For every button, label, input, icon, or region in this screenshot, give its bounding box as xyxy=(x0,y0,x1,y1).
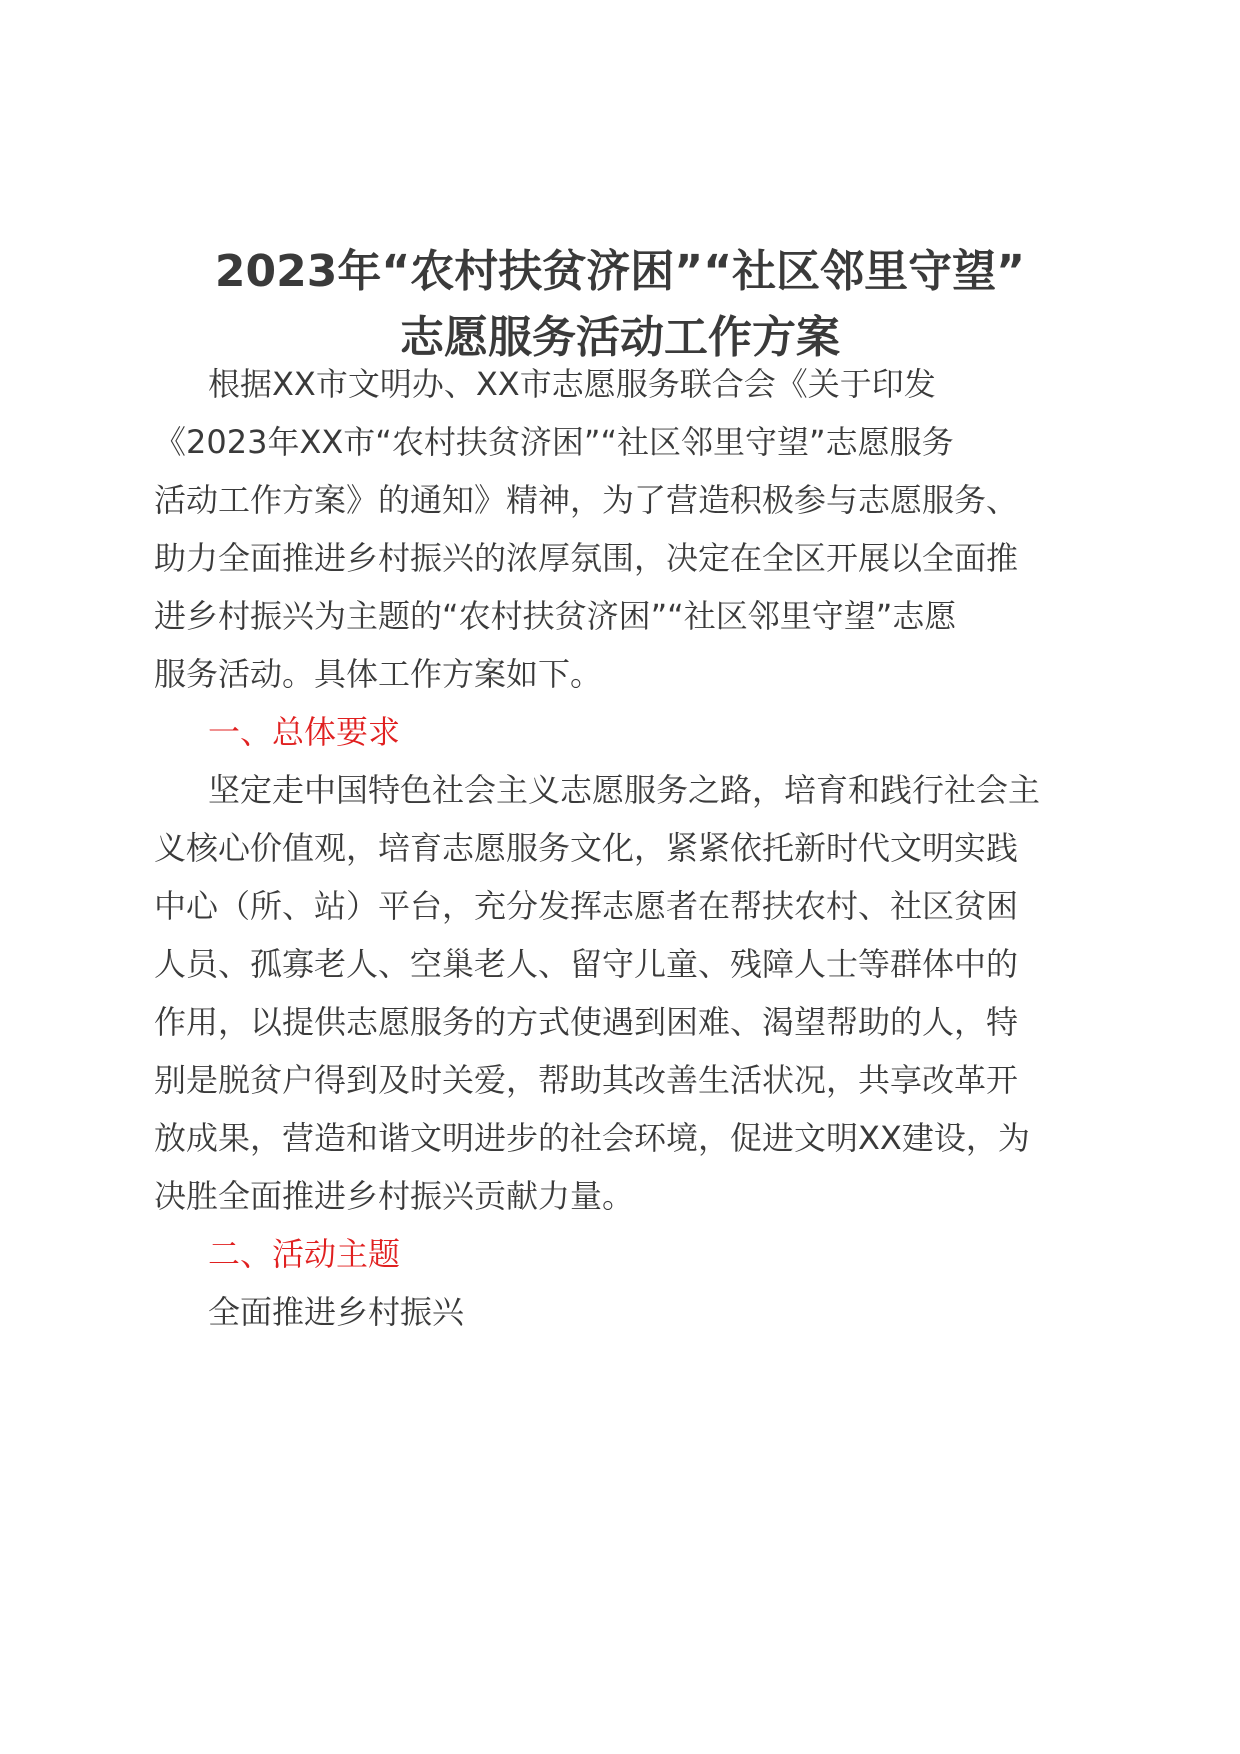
intro-line-2: 《2023年XX市“农村扶贫济困”“社区邻里守望”志愿服务 xyxy=(154,423,954,461)
section-1-line-7: 放成果，营造和谐文明进步的社会环境，促进文明XX建设，为 xyxy=(154,1119,1030,1157)
section-1-line-5: 作用，以提供志愿服务的方式使遇到困难、渴望帮助的人，特 xyxy=(154,1003,1019,1041)
section-1-line-8: 决胜全面推进乡村振兴贡献力量。 xyxy=(154,1177,635,1215)
section-1-line-3: 中心（所、站）平台，充分发挥志愿者在帮扶农村、社区贫困 xyxy=(154,887,1019,925)
document-title-line-2: 志愿服务活动工作方案 xyxy=(400,312,840,363)
section-1-heading: 一、总体要求 xyxy=(208,713,401,751)
section-1-line-1: 坚定走中国特色社会主义志愿服务之路，培育和践行社会主 xyxy=(208,771,1041,809)
section-2-heading: 二、活动主题 xyxy=(208,1235,401,1273)
intro-line-1: 根据XX市文明办、XX市志愿服务联合会《关于印发 xyxy=(208,365,936,403)
document-title-line-1: 2023年“农村扶贫济困”“社区邻里守望” xyxy=(214,246,1026,297)
section-2-line-1: 全面推进乡村振兴 xyxy=(208,1293,465,1331)
intro-line-3: 活动工作方案》的通知》精神，为了营造积极参与志愿服务、 xyxy=(154,481,1019,519)
section-1-line-6: 别是脱贫户得到及时关爱，帮助其改善生活状况，共享改革开 xyxy=(154,1061,1019,1099)
intro-line-6: 服务活动。具体工作方案如下。 xyxy=(154,655,603,693)
section-1-line-2: 义核心价值观，培育志愿服务文化，紧紧依托新时代文明实践 xyxy=(154,829,1019,867)
intro-line-5: 进乡村振兴为主题的“农村扶贫济困”“社区邻里守望”志愿 xyxy=(154,597,957,635)
section-1-line-4: 人员、孤寡老人、空巢老人、留守儿童、残障人士等群体中的 xyxy=(154,945,1019,983)
intro-line-4: 助力全面推进乡村振兴的浓厚氛围，决定在全区开展以全面推 xyxy=(154,539,1019,577)
